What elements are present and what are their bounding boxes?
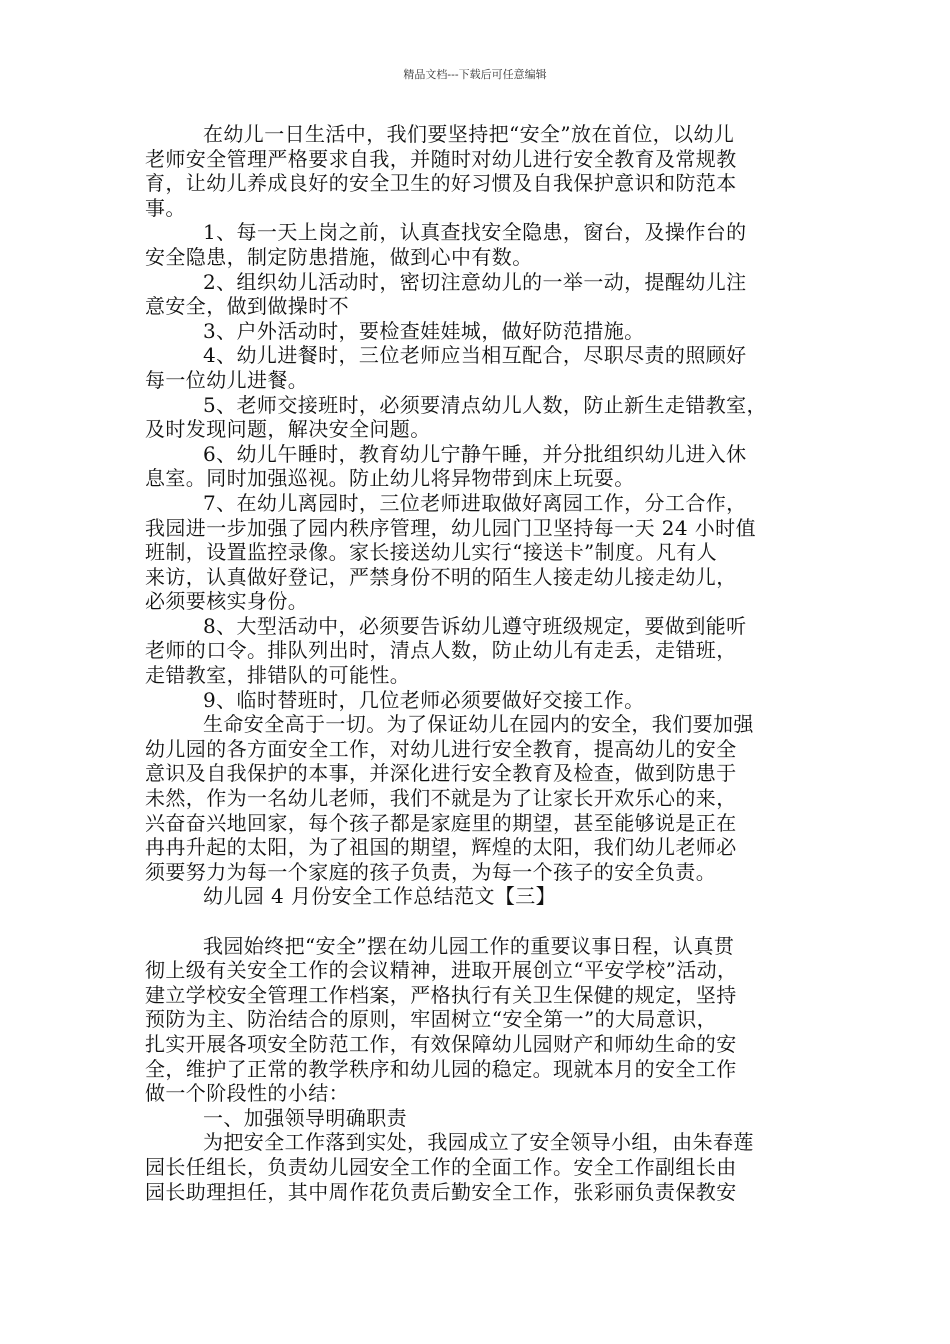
text-line: 老师安全管理严格要求自我，并随时对幼儿进行安全教育及常规教 <box>145 146 737 171</box>
text-line: 未然，作为一名幼儿老师，我们不就是为了让家长开欢乐心的来， <box>145 786 737 811</box>
text-line: 6、幼儿午睡时，教育幼儿宁静午睡，并分批组织幼儿进入休 <box>203 441 747 466</box>
text-line: 幼儿园的各方面安全工作，对幼儿进行安全教育，提高幼儿的安全 <box>145 736 737 761</box>
document-body <box>145 122 808 1204</box>
text-line: 园长助理担任，其中周作花负责后勤安全工作，张彩丽负责保教安 <box>145 1179 737 1204</box>
text-line: 意识及自我保护的本事，并深化进行安全教育及检查，做到防患于 <box>145 761 737 786</box>
text-line: 安全隐患，制定防患措施，做到心中有数。 <box>145 244 533 269</box>
text-line: 老师的口令。排队列出时，清点人数，防止幼儿有走丢，走错班， <box>145 638 737 663</box>
text-line: 一、加强领导明确职责 <box>203 1105 407 1130</box>
text-line: 扎实开展各项安全防范工作，有效保障幼儿园财产和师幼生命的安 <box>145 1031 737 1056</box>
text-line: 8、大型活动中，必须要告诉幼儿遵守班级规定，要做到能听 <box>203 613 747 638</box>
text-line: 走错教室，排错队的可能性。 <box>145 663 411 688</box>
text-line: 冉冉升起的太阳，为了祖国的期望，辉煌的太阳，我们幼儿老师必 <box>145 835 737 860</box>
page-header: 精品文档---下载后可任意编辑 <box>403 68 547 81</box>
text-line: 做一个阶段性的小结： <box>145 1081 349 1106</box>
text-line: 彻上级有关安全工作的会议精神，进取开展创立“平安学校”活动， <box>145 958 738 983</box>
text-line: 来访，认真做好登记，严禁身份不明的陌生人接走幼儿接走幼儿， <box>145 564 737 589</box>
text-line: 我园进一步加强了园内秩序管理，幼儿园门卫坚持每一天 24 小时值 <box>145 515 756 540</box>
text-line: 生命安全高于一切。为了保证幼儿在园内的安全，我们要加强 <box>203 712 754 737</box>
text-line: 在幼儿一日生活中，我们要坚持把“安全”放在首位，以幼儿 <box>203 122 735 146</box>
text-line: 必须要核实身份。 <box>145 589 309 614</box>
text-line: 5、老师交接班时，必须要清点幼儿人数，防止新生走错教室， <box>203 392 767 417</box>
text-line: 9、临时替班时，几位老师必须要做好交接工作。 <box>203 687 645 712</box>
text-line: 意安全，做到做操时不 <box>145 294 349 319</box>
text-line: 我园始终把“安全”摆在幼儿园工作的重要议事日程，认真贯 <box>203 933 735 958</box>
text-line: 7、在幼儿离园时，三位老师进取做好离园工作，分工合作， <box>203 490 747 515</box>
text-line: 2、组织幼儿活动时，密切注意幼儿的一举一动，提醒幼儿注 <box>203 269 747 294</box>
text-line: 园长任组长，负责幼儿园安全工作的全面工作。安全工作副组长由 <box>145 1154 737 1179</box>
text-line: 须要努力为每一个家庭的孩子负责，为每一个孩子的安全负责。 <box>145 859 717 884</box>
text-line: 息室。同时加强巡视。防止幼儿将异物带到床上玩耍。 <box>145 466 635 491</box>
text-line: 1、每一天上岗之前，认真查找安全隐患，窗台，及操作台的 <box>203 220 747 245</box>
blank-line <box>145 909 808 934</box>
text-line: 班制，设置监控录像。家长接送幼儿实行“接送卡”制度。凡有人 <box>145 540 718 565</box>
text-line: 3、户外活动时，要检查娃娃城，做好防范措施。 <box>203 318 645 343</box>
text-line: 4、幼儿进餐时，三位老师应当相互配合，尽职尽责的照顾好 <box>203 343 747 368</box>
text-line: 事。 <box>145 195 186 220</box>
text-line: 幼儿园 4 月份安全工作总结范文【三】 <box>203 884 557 909</box>
text-line: 为把安全工作落到实处，我园成立了安全领导小组，由朱春莲 <box>203 1130 754 1155</box>
text-line: 兴奋奋兴地回家，每个孩子都是家庭里的期望，甚至能够说是正在 <box>145 810 737 835</box>
text-line: 建立学校安全管理工作档案，严格执行有关卫生保健的规定，坚持 <box>145 982 737 1007</box>
text-line: 及时发现问题，解决安全问题。 <box>145 417 431 442</box>
text-line: 每一位幼儿进餐。 <box>145 367 309 392</box>
text-line: 预防为主、防治结合的原则，牢固树立“安全第一”的大局意识， <box>145 1007 718 1032</box>
text-line: 全，维护了正常的教学秩序和幼儿园的稳定。现就本月的安全工作 <box>145 1056 737 1081</box>
text-line: 育，让幼儿养成良好的安全卫生的好习惯及自我保护意识和防范本 <box>145 171 737 196</box>
